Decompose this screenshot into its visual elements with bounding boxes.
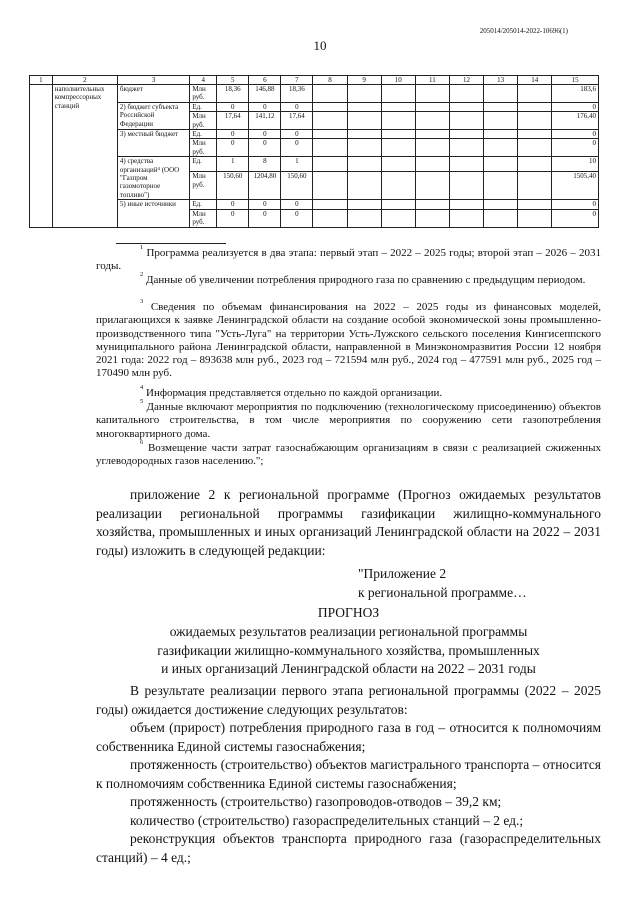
- empty-cell: [415, 102, 449, 111]
- intro-text: приложение 2 к региональной программе (Прогноз ожидаемых результатов реализации региональной программы газификации жилищно-коммунального хозяйства, промышленных и иных организаций Ленинградской области на 2022 – 2031 годы) изложить в следующей редакции:: [96, 487, 601, 558]
- empty-cell: [381, 200, 415, 209]
- footnote-text: Данные об увеличении потребления природного газа по сравнению с предыдущим периодом.: [146, 274, 586, 286]
- column-number-cell: 12: [449, 76, 483, 85]
- empty-cell: [313, 209, 347, 227]
- empty-cell: [381, 102, 415, 111]
- value-cell: 0: [217, 130, 249, 139]
- empty-cell: [449, 200, 483, 209]
- value-cell: 0: [217, 139, 249, 157]
- appendix-line-2: к региональной программе…: [358, 585, 527, 600]
- value-cell: 1: [281, 157, 313, 172]
- empty-cell: [518, 112, 552, 130]
- row-label-cell: наполнительных компрессорных станций: [52, 85, 117, 228]
- unit-cell: Млн руб.: [190, 172, 217, 200]
- empty-cell: [449, 85, 483, 103]
- empty-cell: [415, 139, 449, 157]
- empty-cell: [381, 139, 415, 157]
- section-subtitle: [96, 623, 601, 679]
- funding-source-cell: бюджет: [117, 85, 189, 103]
- total-cell: 0: [552, 209, 599, 227]
- column-number-cell: 6: [249, 76, 281, 85]
- funding-source-cell: 2) бюджет субъекта Российской Федерации: [117, 102, 189, 129]
- value-cell: 0: [281, 102, 313, 111]
- empty-cell: [484, 200, 518, 209]
- funding-source-cell: 5) иные источники: [117, 200, 189, 227]
- value-cell: 0: [217, 200, 249, 209]
- empty-cell: [415, 157, 449, 172]
- empty-cell: [313, 130, 347, 139]
- unit-cell: Ед.: [190, 157, 217, 172]
- empty-cell: [381, 112, 415, 130]
- empty-cell: [484, 102, 518, 111]
- value-cell: 0: [249, 102, 281, 111]
- empty-cell: [415, 209, 449, 227]
- value-cell: 0: [281, 139, 313, 157]
- total-cell: 0: [552, 102, 599, 111]
- empty-cell: [313, 85, 347, 103]
- unit-cell: Ед.: [190, 102, 217, 111]
- empty-cell: [518, 130, 552, 139]
- value-cell: 0: [217, 209, 249, 227]
- column-number-cell: 7: [281, 76, 313, 85]
- value-cell: 141,12: [249, 112, 281, 130]
- empty-cell: [518, 209, 552, 227]
- empty-cell: [484, 85, 518, 103]
- empty-cell: [347, 209, 381, 227]
- empty-cell: [313, 157, 347, 172]
- empty-cell: [484, 172, 518, 200]
- appendix-header: [358, 564, 601, 602]
- empty-cell: [381, 85, 415, 103]
- footnote-text: Программа реализуется в два этапа: первый этап – 2022 – 2025 годы; второй этап – 2026 – 2031 годы.: [96, 247, 601, 273]
- paragraph-distribution-stations: количество (строительство) газораспределительных станций – 2 ед.;: [130, 812, 524, 828]
- footnote-text: Данные включают мероприятия по подключению (технологическому присоединению) объектов капитального строительства, в том числе мероприятия по сооружению сети газопотребления многоквартирного дома.: [96, 401, 601, 440]
- column-number-cell: 15: [552, 76, 599, 85]
- empty-cell: [484, 209, 518, 227]
- value-cell: 0: [217, 102, 249, 111]
- value-cell: 0: [281, 130, 313, 139]
- paragraph-main-transport: протяженность (строительство) объектов магистрального транспорта – относится к полномочиям собственника Единой системы газоснабжения;: [96, 757, 601, 791]
- column-number-cell: 8: [313, 76, 347, 85]
- empty-cell: [313, 200, 347, 209]
- footnote-number: 3: [140, 298, 144, 305]
- value-cell: 0: [249, 209, 281, 227]
- total-cell: 0: [552, 139, 599, 157]
- footnote-number: 4: [140, 384, 144, 391]
- empty-cell: [381, 209, 415, 227]
- column-number-cell: 9: [347, 76, 381, 85]
- empty-cell: [415, 172, 449, 200]
- empty-cell: [449, 172, 483, 200]
- empty-cell: [347, 102, 381, 111]
- empty-cell: [484, 139, 518, 157]
- paragraph-results-intro: В результате реализации первого этапа региональной программы (2022 – 2025 годы) ожидается достижение следующих результатов:: [96, 683, 601, 717]
- unit-cell: Ед.: [190, 200, 217, 209]
- value-cell: 17,64: [217, 112, 249, 130]
- unit-cell: Млн руб.: [190, 85, 217, 103]
- empty-cell: [381, 157, 415, 172]
- value-cell: 150,60: [217, 172, 249, 200]
- subtitle-line-2: газификации жилищно-коммунального хозяйства, промышленных: [157, 642, 540, 658]
- footnote-3: [96, 298, 602, 381]
- table-row: [30, 85, 599, 103]
- empty-cell: [347, 130, 381, 139]
- page-number: 10: [313, 38, 327, 53]
- empty-cell: [449, 112, 483, 130]
- value-cell: 1204,80: [249, 172, 281, 200]
- footnote-1: [96, 244, 601, 274]
- unit-cell: Млн руб.: [190, 112, 217, 130]
- unit-cell: Млн руб.: [190, 209, 217, 227]
- empty-cell: [347, 112, 381, 130]
- empty-cell: [518, 200, 552, 209]
- results-list: [96, 682, 601, 867]
- column-number-cell: 2: [52, 76, 117, 85]
- value-cell: 17,64: [281, 112, 313, 130]
- column-number-cell: 1: [30, 76, 53, 85]
- unit-cell: Млн руб.: [190, 139, 217, 157]
- footnote-number: 5: [140, 398, 144, 405]
- value-cell: 18,36: [217, 85, 249, 103]
- paragraph-reconstruction: реконструкция объектов транспорта природного газа (газораспределительных станций) – 4 ед.;: [96, 831, 601, 865]
- total-cell: 183,6: [552, 85, 599, 103]
- empty-cell: [415, 85, 449, 103]
- value-cell: 0: [249, 139, 281, 157]
- value-cell: 1: [217, 157, 249, 172]
- column-number-cell: 3: [117, 76, 189, 85]
- value-cell: 0: [281, 209, 313, 227]
- footnote-2: [96, 271, 601, 287]
- empty-cell: [313, 102, 347, 111]
- column-number-cell: 13: [484, 76, 518, 85]
- subtitle-line-3: и иных организаций Ленинградской области на 2022 – 2031 годы: [161, 661, 536, 676]
- empty-cell: [518, 139, 552, 157]
- total-cell: 0: [552, 200, 599, 209]
- empty-cell: [518, 157, 552, 172]
- empty-cell: [381, 130, 415, 139]
- empty-cell: [484, 157, 518, 172]
- empty-cell: [518, 172, 552, 200]
- footnote-4: [96, 384, 601, 400]
- intro-paragraph: [96, 486, 601, 560]
- footnote-text: Сведения по объемам финансирования на 2022 – 2025 годы из финансовых моделей, прилагающихся к заявке Ленинградской области на создание особой экономической зоны промышленно-производственного типа "Усть-Луга" на территории Усть-Лужского сельского поселения Кингисеппского муниципального района Ленинградской области, направленной в Минэкономразвития России 12 ноября 2021 года: 2022 год – 893638 млн руб., 2023 год – 721594 млн руб., 2024 год – 477591 млн руб., 2025 год – 170490 млн руб.: [96, 301, 602, 380]
- table-header-row: [30, 76, 599, 85]
- empty-cell: [449, 139, 483, 157]
- value-cell: 18,36: [281, 85, 313, 103]
- total-cell: 0: [552, 130, 599, 139]
- empty-cell: [484, 130, 518, 139]
- paragraph-gas-consumption: объем (прирост) потребления природного газа в год – относится к полномочиям собственника Единой системы газоснабжения;: [96, 720, 601, 754]
- empty-cell: [484, 112, 518, 130]
- title-forecast: ПРОГНОЗ: [317, 605, 380, 620]
- empty-cell: [313, 172, 347, 200]
- value-cell: 146,88: [249, 85, 281, 103]
- row-index-cell: [30, 85, 53, 228]
- empty-cell: [381, 172, 415, 200]
- column-number-cell: 5: [217, 76, 249, 85]
- column-number-cell: 14: [518, 76, 552, 85]
- empty-cell: [449, 102, 483, 111]
- empty-cell: [518, 102, 552, 111]
- empty-cell: [449, 130, 483, 139]
- value-cell: 0: [249, 200, 281, 209]
- value-cell: 0: [281, 200, 313, 209]
- empty-cell: [347, 200, 381, 209]
- empty-cell: [313, 139, 347, 157]
- footnote-6: [96, 439, 601, 469]
- empty-cell: [449, 157, 483, 172]
- empty-cell: [518, 85, 552, 103]
- empty-cell: [347, 157, 381, 172]
- empty-cell: [415, 130, 449, 139]
- paragraph-branch-pipelines: протяженность (строительство) газопроводов-отводов – 39,2 км;: [130, 794, 502, 809]
- empty-cell: [347, 139, 381, 157]
- empty-cell: [415, 112, 449, 130]
- funding-source-cell: 4) средства организаций⁴ (ООО "Газпром газомоторное топливо"): [117, 157, 189, 200]
- empty-cell: [313, 112, 347, 130]
- section-title: [96, 604, 601, 623]
- footnote-text: Информация представляется отдельно по каждой организации.: [146, 387, 443, 399]
- subtitle-line-1: ожидаемых результатов реализации региональной программы: [169, 624, 528, 639]
- value-cell: 0: [249, 130, 281, 139]
- footnote-5: [96, 398, 601, 441]
- total-cell: 176,40: [552, 112, 599, 130]
- footnote-separator: [116, 243, 226, 244]
- empty-cell: [347, 85, 381, 103]
- funding-source-cell: 3) местный бюджет: [117, 130, 189, 157]
- footnote-number: 6: [140, 439, 144, 446]
- column-number-cell: 4: [190, 76, 217, 85]
- column-number-cell: 10: [381, 76, 415, 85]
- total-cell: 1505,40: [552, 172, 599, 200]
- value-cell: 8: [249, 157, 281, 172]
- total-cell: 10: [552, 157, 599, 172]
- empty-cell: [415, 200, 449, 209]
- financing-table: [29, 75, 599, 228]
- value-cell: 150,60: [281, 172, 313, 200]
- appendix-line-1: "Приложение 2: [358, 566, 447, 581]
- unit-cell: Ед.: [190, 130, 217, 139]
- column-number-cell: 11: [415, 76, 449, 85]
- footnote-number: 2: [140, 271, 144, 278]
- footnote-text: Возмещение части затрат газоснабжающим организациям в связи с реализацией сжиженных углеводородных газов населению.";: [96, 442, 601, 468]
- footnote-number: 1: [140, 244, 144, 251]
- empty-cell: [449, 209, 483, 227]
- empty-cell: [347, 172, 381, 200]
- document-id: 205014/205014-2022-10696(1): [479, 27, 568, 35]
